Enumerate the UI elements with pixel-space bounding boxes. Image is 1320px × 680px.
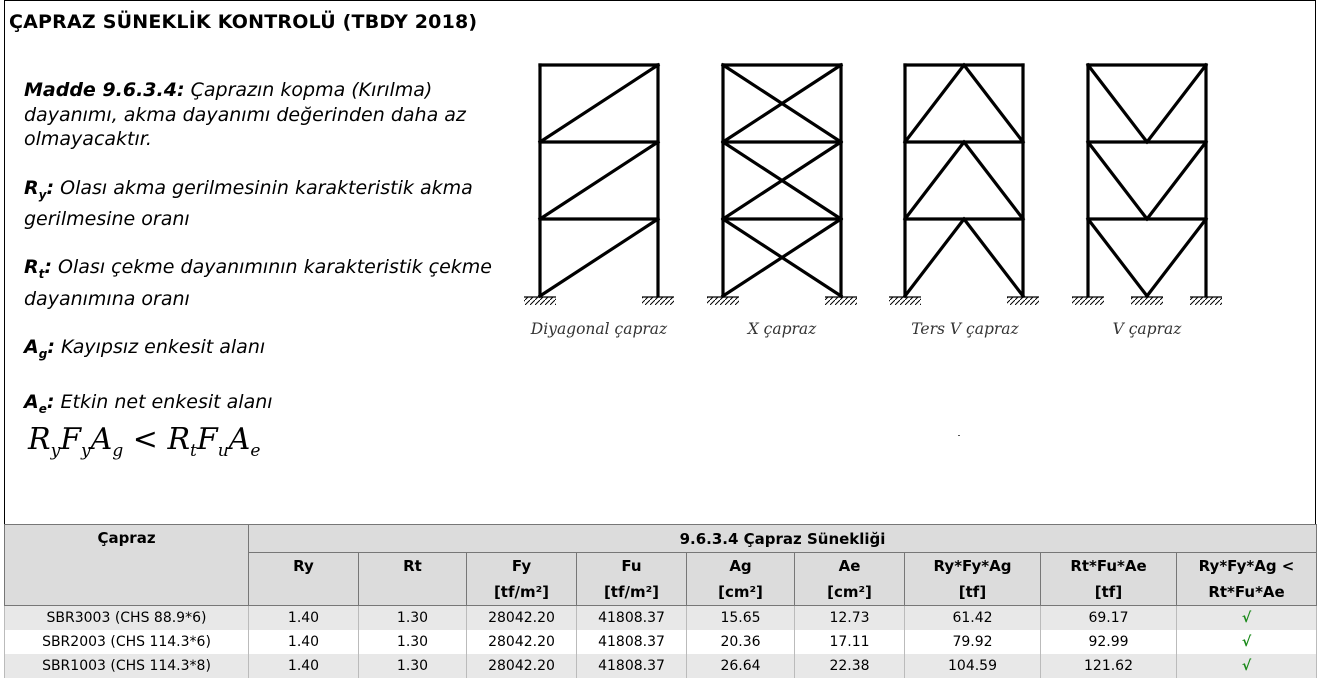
col-header-ag: Ag [687,553,795,580]
brace-diagonal [540,65,658,142]
cell-ae: 22.38 [795,654,905,678]
ae-text: Etkin net enkesit alanı [60,391,273,414]
ductility-table [4,524,1317,678]
col-header-ry: Ry [249,553,359,580]
ag-subscript: g [38,346,48,361]
page-title: ÇAPRAZ SÜNEKLİK KONTROLÜ (TBDY 2018) [9,11,478,33]
brace-inverted-v [964,142,1023,219]
definitions [24,78,494,446]
col-unit-rt [359,579,467,606]
formula-a1: A [90,422,113,457]
brace-diagonal [540,142,658,219]
support-hatch-v [1190,297,1222,305]
column-header-capraz: Çapraz [5,525,249,606]
cell-fu: 41808.37 [577,654,687,678]
madde-text: Çaprazın kopma (Kırılma) dayanımı, akma dayanımı değerinden daha az olmayacaktır. [24,79,466,150]
formula-operator: < [132,422,158,457]
support-hatch-v [1072,297,1104,305]
col-unit-fy: [tf/m²] [467,579,577,606]
cell-fy: 28042.20 [467,654,577,678]
ag-symbol: A [24,336,39,359]
brace-v [1147,65,1206,142]
formula-r2: R [167,422,191,457]
cell-rt: 1.30 [359,654,467,678]
brace-inverted-v [905,142,964,219]
col-unit-ry [249,579,359,606]
ag-text: Kayıpsız enkesit alanı [60,336,266,359]
cell-ae: 17.11 [795,630,905,654]
cell-ag: 20.36 [687,630,795,654]
caption-diagonal: Diyagonal çapraz [530,320,668,338]
support-hatch-inverted-v [1007,297,1039,305]
check-icon: √ [1177,654,1317,678]
bracing-frames-diagram [515,55,1235,355]
rt-colon: : [44,256,52,279]
brace-v [1088,219,1147,296]
brace-inverted-v [964,219,1023,296]
cell-name: SBR2003 (CHS 114.3*6) [5,630,249,654]
caption-inverted-v: Ters V çapraz [911,320,1019,338]
rt-text: Olası çekme dayanımının karakteristik çekme dayanımına oranı [24,256,492,310]
formula-f1: F [60,422,82,457]
ae-symbol: A [24,391,39,414]
cell-fy: 28042.20 [467,606,577,631]
cell-ry: 1.40 [249,654,359,678]
cell-rt: 1.30 [359,630,467,654]
support-hatch-diagonal [524,297,556,305]
col-header-rtfuae: Rt*Fu*Ae [1041,553,1177,580]
cell-name: SBR1003 (CHS 114.3*8) [5,654,249,678]
check-icon: √ [1177,606,1317,631]
brace-inverted-v [964,65,1023,142]
cell-name: SBR3003 (CHS 88.9*6) [5,606,249,631]
formula-a1-sub: g [112,441,124,461]
support-hatch-inverted-v [889,297,921,305]
cell-ryfyag: 61.42 [905,606,1041,631]
support-hatch-x [707,297,739,305]
formula-a2-sub: e [250,441,261,461]
formula-f1-sub: y [81,441,91,461]
cell-ry: 1.40 [249,606,359,631]
caption-v: V çapraz [1112,320,1182,338]
madde-paragraph [24,78,494,152]
table-row [5,606,1317,631]
col-unit-ryfyag: [tf] [905,579,1041,606]
formula-r2-sub: t [190,441,197,461]
rt-subscript: t [38,267,45,282]
col-header-ryfyag: Ry*Fy*Ag [905,553,1041,580]
cell-ae: 12.73 [795,606,905,631]
cell-rt: 1.30 [359,606,467,631]
support-hatch-v [1131,297,1163,305]
ae-subscript: e [38,402,47,417]
caption-x: X çapraz [747,320,817,338]
stray-dot [958,435,960,436]
support-hatch-diagonal [642,297,674,305]
cell-rtfuae: 92.99 [1041,630,1177,654]
cell-fu: 41808.37 [577,630,687,654]
formula-f2: F [196,422,218,457]
brace-v [1088,65,1147,142]
formula-r1: R [28,422,51,457]
col-header-fy: Fy [467,553,577,580]
cell-fu: 41808.37 [577,606,687,631]
brace-inverted-v [905,219,964,296]
col-header-check: Ry*Fy*Ag < [1177,553,1317,580]
support-hatch-x [825,297,857,305]
formula-r1-sub: y [50,441,61,461]
ry-definition [24,176,494,232]
cell-ryfyag: 79.92 [905,630,1041,654]
madde-label: Madde 9.6.3.4: [24,79,185,101]
col-unit-ae: [cm²] [795,579,905,606]
ry-text: Olası akma gerilmesinin karakteristik akma gerilmesine oranı [24,176,473,230]
table-row [5,630,1317,654]
cell-ryfyag: 104.59 [905,654,1041,678]
col-unit-fu: [tf/m²] [577,579,687,606]
formula-f2-sub: u [217,441,229,461]
brace-v [1088,142,1147,219]
ductility-formula [28,422,260,461]
brace-v [1147,142,1206,219]
ry-subscript: y [38,187,47,202]
brace-v [1147,219,1206,296]
ae-definition [24,390,494,421]
table-row [5,654,1317,678]
col-unit-ag: [cm²] [687,579,795,606]
col-header-fu: Fu [577,553,687,580]
rt-definition [24,255,494,311]
cell-rtfuae: 121.62 [1041,654,1177,678]
brace-diagonal [540,219,658,296]
ae-colon: : [46,391,55,414]
formula-a2: A [228,422,251,457]
ry-symbol: R [24,176,39,199]
ry-colon: : [46,176,55,199]
ag-colon: : [47,336,55,359]
col-unit-check: Rt*Fu*Ae [1177,579,1317,606]
brace-inverted-v [905,65,964,142]
check-icon: √ [1177,630,1317,654]
group-header: 9.6.3.4 Çapraz Sünekliği [249,525,1317,553]
ag-definition [24,335,494,366]
cell-ag: 26.64 [687,654,795,678]
col-header-rt: Rt [359,553,467,580]
cell-fy: 28042.20 [467,630,577,654]
cell-rtfuae: 69.17 [1041,606,1177,631]
cell-ag: 15.65 [687,606,795,631]
col-header-ae: Ae [795,553,905,580]
col-unit-rtfuae: [tf] [1041,579,1177,606]
rt-symbol: R [24,256,39,279]
cell-ry: 1.40 [249,630,359,654]
